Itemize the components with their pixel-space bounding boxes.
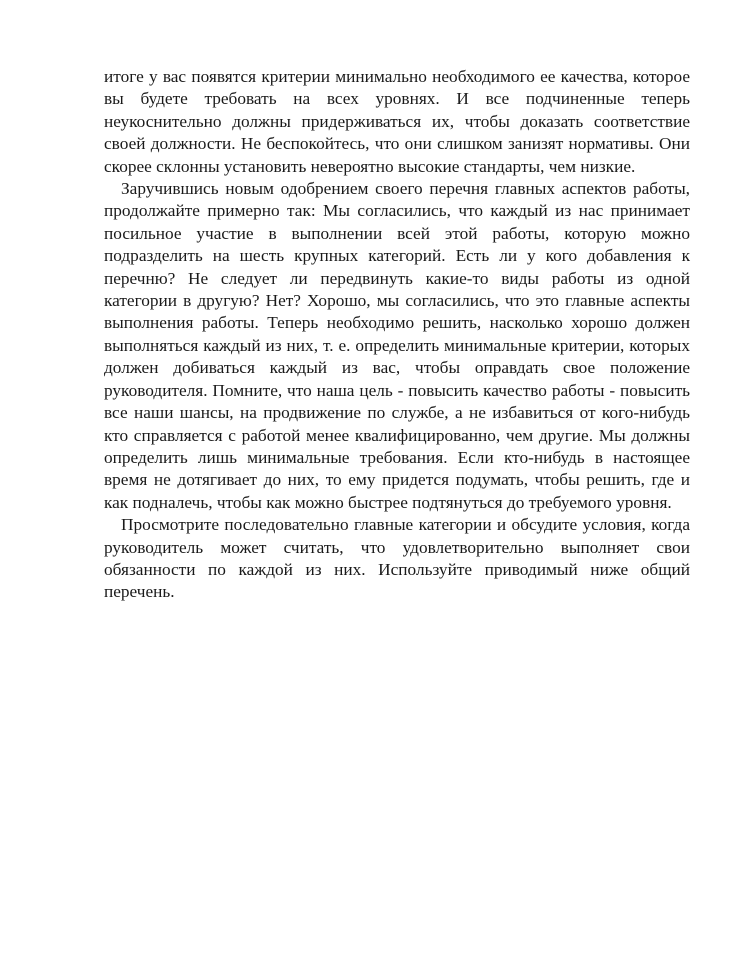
paragraph-continuation: итоге у вас появятся критерии минимально необходимого ее качества, которое вы будете требовать на всех уровнях. И все подчиненные теперь неукоснительно должны придерживаться их, чтобы доказать соответствие своей должности. Не беспокойтесь, что они слишком занизят нормативы. Они скорее склонны установить невероятно высокие стандарты, чем низкие. <box>104 67 690 176</box>
paragraph-closing: Просмотрите последовательно главные категории и обсудите условия, когда руководитель может считать, что удовлетворительно выполняет свои обязанности по каждой из них. Используйте приводимый ниже общий перечень. <box>104 515 690 602</box>
document-page <box>104 66 690 604</box>
paragraph-main: Заручившись новым одобрением своего перечня главных аспектов работы, продолжайте примерно так: Мы согласились, что каждый из нас принимает посильное участие в выполнении всей этой работы, которую можно подразделить на шесть крупных категорий. Есть ли у кого добавления к перечню? Не следует ли передвинуть какие-то виды работы из одной категории в другую? Нет? Хорошо, мы согласились, что это главные аспекты выполнения работы. Теперь необходимо решить, насколько хорошо должен выполняться каждый из них, т. е. определить минимальные критерии, которых должен добиваться каждый из вас, чтобы оправдать свое положение руководителя. Помните, что наша цель - повысить качество работы - повысить все наши шансы, на продвижение по службе, а не избавиться от кого-нибудь кто справляется с работой менее квалифицированно, чем другие. Мы должны определить лишь минимальные требования. Если кто-нибудь в настоящее время не дотягивает до них, то ему придется подумать, чтобы решить, где и как подналечь, чтобы как можно быстрее подтянуться до требуемого уровня. <box>104 179 690 512</box>
